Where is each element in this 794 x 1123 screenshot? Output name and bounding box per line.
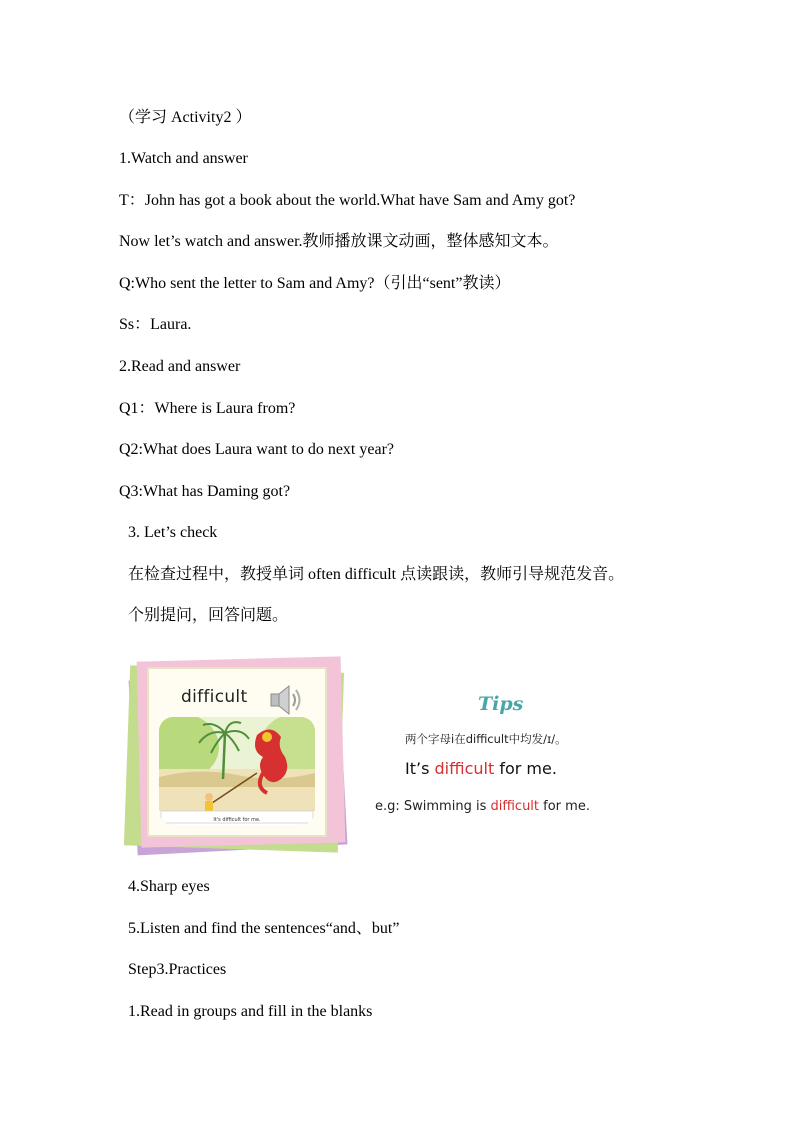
word-card [147,667,327,837]
tips-example-highlight: difficult [434,759,495,778]
card-word: difficult [181,687,248,707]
question-2: Q2:What does Laura want to do next year? [119,441,395,458]
question-who-sent: Q:Who sent the letter to Sam and Amy?（引出“sent”教读） [119,275,511,292]
tips-eg-prefix: e.g: Swimming is [375,799,491,814]
watch-instruction: Now let’s watch and answer.教师播放课文动画，整体感知文本。 [119,233,559,250]
question-3: Q3:What has Daming got? [119,483,291,500]
tips-eg-highlight: difficult [490,799,540,814]
word-card-figure [125,655,357,860]
tips-pronunciation-rule: 两个字母i在difficult中均发/ɪ/。 [405,732,567,746]
question-1: Q1：Where is Laura from? [119,400,296,417]
scene-caption: It's difficult for me. [213,817,261,823]
cartoon-scene-image [159,717,315,825]
tips-example-sentence [405,759,557,778]
step-read-and-answer: 2.Read and answer [119,358,241,375]
section-activity2-heading: （学习 Activity2 ） [119,109,252,126]
step-read-in-groups: 1.Read in groups and fill in the blanks [128,1003,373,1020]
speaker-icon [267,683,307,717]
tips-example-suffix: for me. [494,759,557,778]
students-answer: Ss：Laura. [119,316,192,333]
tips-title: Tips [478,693,524,715]
individual-questions: 个别提问，回答问题。 [128,607,289,624]
teacher-prompt: T：John has got a book about the world.What have Sam and Amy got? [119,192,576,209]
step3-practices: Step3.Practices [128,961,227,978]
tips-eg-sentence [375,799,590,814]
step-lets-check: 3. Let’s check [128,524,218,541]
step-listen-and-find: 5.Listen and find the sentences“and、but” [128,920,400,937]
step-sharp-eyes: 4.Sharp eyes [128,878,210,895]
step-watch-and-answer: 1.Watch and answer [119,150,248,167]
check-instruction: 在检查过程中，教授单词 often difficult 点读跟读，教师引导规范发音。 [128,566,625,583]
tips-example-prefix: It’s [405,759,435,778]
tips-eg-suffix: for me. [539,799,590,814]
